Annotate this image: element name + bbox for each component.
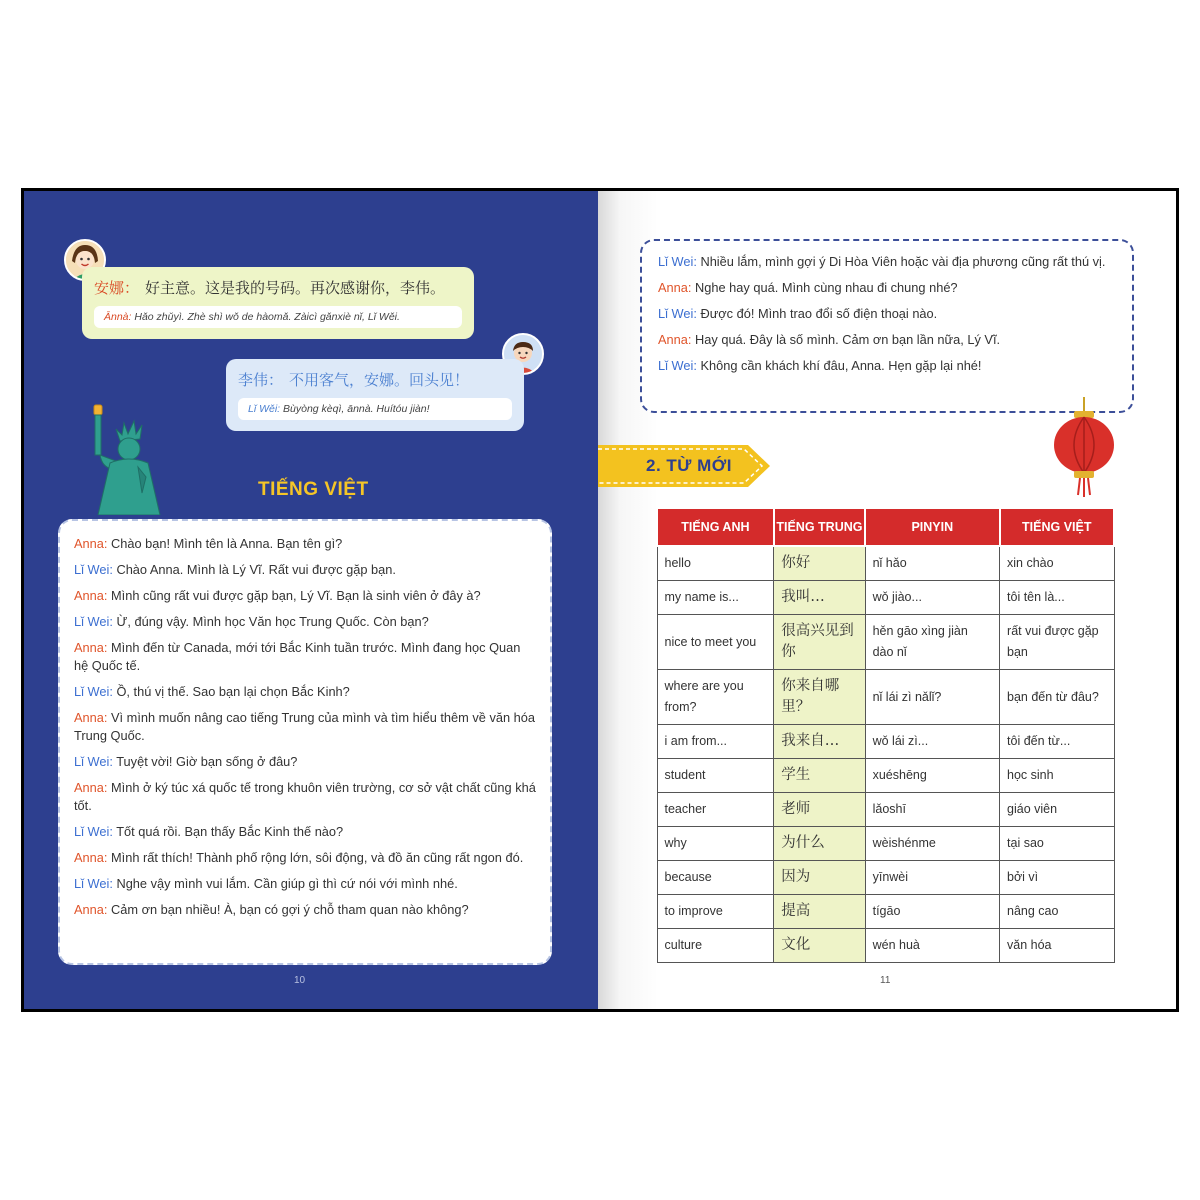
header-english: TIẾNG ANH: [657, 508, 774, 546]
table-row: [657, 827, 1114, 861]
cell-chinese: 你来自哪里？: [774, 670, 865, 725]
cell-vietnamese: giáo viên: [1000, 793, 1114, 827]
liwei-speaker-pinyin: Lǐ Wěi:: [248, 403, 281, 415]
speaker-label: Anna:: [658, 280, 692, 295]
dialogue-text: Mình ở ký túc xá quốc tế trong khuôn viên trường, cơ sở vật chất cũng khá tốt.: [74, 780, 536, 813]
dialogue-line: [74, 779, 536, 815]
dialogue-line: [658, 305, 1116, 323]
cell-pinyin: wǒ lái zì...: [865, 725, 999, 759]
cell-english: my name is...: [657, 581, 774, 615]
dialogue-line: [74, 823, 536, 841]
liwei-pinyin-box: [238, 398, 512, 420]
cell-chinese: 因为: [774, 861, 865, 895]
dialogue-line: [74, 613, 536, 631]
speaker-label: Lǐ Wei:: [74, 754, 113, 769]
speaker-label: Anna:: [658, 332, 692, 347]
cell-vietnamese: tại sao: [1000, 827, 1114, 861]
cell-vietnamese: tôi tên là...: [1000, 581, 1114, 615]
cell-english: culture: [657, 929, 774, 963]
cell-chinese: 很高兴见到你: [774, 615, 865, 670]
speaker-label: Lǐ Wei:: [658, 306, 697, 321]
dialogue-text: Nghe hay quá. Mình cùng nhau đi chung nhé?: [695, 280, 958, 295]
table-row: [657, 546, 1114, 581]
table-row: [657, 929, 1114, 963]
liwei-pinyin-text: Bùyòng kèqì, ānnà. Huítóu jiàn!: [283, 403, 430, 415]
cell-pinyin: wén huà: [865, 929, 999, 963]
table-row: [657, 615, 1114, 670]
cell-chinese: 我来自…: [774, 725, 865, 759]
cell-english: why: [657, 827, 774, 861]
table-row: [657, 793, 1114, 827]
dialogue-text: Không cần khách khí đâu, Anna. Hẹn gặp lại nhé!: [700, 358, 982, 373]
dialogue-text: Mình cũng rất vui được gặp bạn, Lý Vĩ. Bạn là sinh viên ở đây à?: [111, 588, 481, 603]
speaker-label: Lǐ Wei:: [74, 684, 113, 699]
cell-pinyin: hěn gāo xìng jiàn dào nǐ: [865, 615, 999, 670]
cell-pinyin: nǐ lái zì nǎlǐ?: [865, 670, 999, 725]
statue-of-liberty-icon: [80, 397, 220, 515]
cell-english: because: [657, 861, 774, 895]
dialogue-line: [658, 253, 1116, 271]
cell-chinese: 你好: [774, 546, 865, 581]
table-header-row: [657, 508, 1114, 546]
cell-pinyin: xuéshēng: [865, 759, 999, 793]
speaker-label: Anna:: [74, 850, 108, 865]
speaker-label: Lǐ Wei:: [74, 824, 113, 839]
cell-english: nice to meet you: [657, 615, 774, 670]
dialogue-line: [74, 875, 536, 893]
dialogue-line: [74, 587, 536, 605]
dialogue-line: [658, 357, 1116, 375]
dialogue-text: Nghe vậy mình vui lắm. Cần giúp gì thì cứ nói với mình nhé.: [116, 876, 458, 891]
header-pinyin: PINYIN: [865, 508, 999, 546]
dialogue-line: [74, 639, 536, 675]
chinese-lantern-icon: [1048, 397, 1120, 497]
liwei-speaker-zh: 李伟：: [238, 371, 284, 389]
anna-chinese-text: 好主意。这是我的号码。再次感谢你，李伟。: [145, 279, 446, 297]
cell-chinese: 文化: [774, 929, 865, 963]
dialogue-line: [74, 901, 536, 919]
dialogue-line: [74, 753, 536, 771]
cell-vietnamese: xin chào: [1000, 546, 1114, 581]
anna-pinyin-box: [94, 306, 462, 328]
dialogue-line: [658, 331, 1116, 349]
dialogue-text: Hay quá. Đây là số mình. Cảm ơn bạn lần nữa, Lý Vĩ.: [695, 332, 1001, 347]
dialogue-line: [74, 849, 536, 867]
liwei-chinese-line: [238, 369, 512, 390]
anna-chinese-line: [94, 277, 462, 298]
cell-chinese: 学生: [774, 759, 865, 793]
page-number-right: 11: [880, 975, 891, 986]
dialogue-line: [74, 683, 536, 701]
speaker-label: Anna:: [74, 710, 108, 725]
cell-pinyin: wèishénme: [865, 827, 999, 861]
dialogue-text: Mình rất thích! Thành phố rộng lớn, sôi động, và đồ ăn cũng rất ngon đó.: [111, 850, 524, 865]
vietnamese-dialogue-box: [58, 519, 552, 965]
dialogue-text: Tuyệt vời! Giờ bạn sống ở đâu?: [116, 754, 298, 769]
cell-vietnamese: rất vui được gặp bạn: [1000, 615, 1114, 670]
cell-vietnamese: nâng cao: [1000, 895, 1114, 929]
table-row: [657, 581, 1114, 615]
dialogue-text: Nhiều lắm, mình gợi ý Di Hòa Viên hoặc vài địa phương cũng rất thú vị.: [700, 254, 1106, 269]
dialogue-text: Cảm ơn bạn nhiều! À, bạn có gợi ý chỗ tham quan nào không?: [111, 902, 469, 917]
speaker-label: Anna:: [74, 640, 108, 655]
cell-vietnamese: bởi vì: [1000, 861, 1114, 895]
cell-chinese: 为什么: [774, 827, 865, 861]
section-tag-label: 2. TỪ MỚI: [646, 456, 732, 475]
dialogue-text: Mình đến từ Canada, mới tới Bắc Kinh tuần trước. Mình đang học Quan hệ Quốc tế.: [74, 640, 521, 673]
dialogue-text: Vì mình muốn nâng cao tiếng Trung của mình và tìm hiểu thêm về văn hóa Trung Quốc.: [74, 710, 535, 743]
speaker-label: Lǐ Wei:: [658, 358, 697, 373]
cell-chinese: 老师: [774, 793, 865, 827]
dialogue-text: Chào Anna. Mình là Lý Vĩ. Rất vui được gặp bạn.: [116, 562, 396, 577]
cell-vietnamese: văn hóa: [1000, 929, 1114, 963]
cell-chinese: 提高: [774, 895, 865, 929]
cell-english: hello: [657, 546, 774, 581]
speaker-label: Lǐ Wei:: [658, 254, 697, 269]
table-row: [657, 670, 1114, 725]
speaker-label: Anna:: [74, 902, 108, 917]
cell-english: student: [657, 759, 774, 793]
header-vietnamese: TIẾNG VIỆT: [1000, 508, 1114, 546]
cell-pinyin: tígāo: [865, 895, 999, 929]
cell-pinyin: nǐ hǎo: [865, 546, 999, 581]
cell-chinese: 我叫…: [774, 581, 865, 615]
dialogue-text: Ồ, thú vị thế. Sao bạn lại chọn Bắc Kinh?: [116, 684, 350, 699]
dialogue-line: [74, 709, 536, 745]
dialogue-line: [658, 279, 1116, 297]
section-title-vietnamese: TIẾNG VIỆT: [258, 479, 369, 500]
table-row: [657, 759, 1114, 793]
vocabulary-table: [656, 507, 1115, 963]
liwei-chinese-text: 不用客气，安娜。回头见！: [289, 371, 470, 389]
page-number-left: 10: [294, 975, 306, 986]
dialogue-line: [74, 561, 536, 579]
header-chinese: TIẾNG TRUNG: [774, 508, 865, 546]
speaker-label: Anna:: [74, 588, 108, 603]
dialogue-line: [74, 535, 536, 553]
dialogue-text: Tốt quá rồi. Bạn thấy Bắc Kinh thế nào?: [116, 824, 344, 839]
speaker-label: Lǐ Wei:: [74, 614, 113, 629]
speaker-label: Lǐ Wei:: [74, 562, 113, 577]
cell-english: teacher: [657, 793, 774, 827]
anna-speaker-pinyin: Ānnà:: [104, 311, 132, 323]
cell-english: to improve: [657, 895, 774, 929]
cell-vietnamese: tôi đến từ...: [1000, 725, 1114, 759]
book-spread: [21, 188, 1179, 1012]
speaker-label: Anna:: [74, 780, 108, 795]
dialogue-text: Chào bạn! Mình tên là Anna. Bạn tên gì?: [111, 536, 343, 551]
speaker-label: Lǐ Wei:: [74, 876, 113, 891]
anna-chinese-bubble: [82, 267, 474, 339]
anna-speaker-zh: 安娜：: [94, 279, 140, 297]
cell-vietnamese: bạn đến từ đâu?: [1000, 670, 1114, 725]
cell-english: where are you from?: [657, 670, 774, 725]
dialogue-text: Ừ, đúng vậy. Mình học Văn học Trung Quốc. Còn bạn?: [116, 614, 429, 629]
continued-dialogue-box: [640, 239, 1134, 413]
cell-pinyin: lǎoshī: [865, 793, 999, 827]
table-row: [657, 861, 1114, 895]
cell-vietnamese: học sinh: [1000, 759, 1114, 793]
left-page: [24, 191, 598, 1009]
cell-pinyin: wǒ jiào...: [865, 581, 999, 615]
cell-pinyin: yīnwèi: [865, 861, 999, 895]
liwei-chinese-bubble: [226, 359, 524, 431]
speaker-label: Anna:: [74, 536, 108, 551]
anna-pinyin-text: Hǎo zhǔyì. Zhè shì wǒ de hàomǎ. Zàicì gǎnxiè nǐ, Lǐ Wěi.: [134, 311, 400, 323]
table-row: [657, 725, 1114, 759]
cell-english: i am from...: [657, 725, 774, 759]
dialogue-text: Được đó! Mình trao đổi số điện thoại nào.: [700, 306, 938, 321]
table-row: [657, 895, 1114, 929]
